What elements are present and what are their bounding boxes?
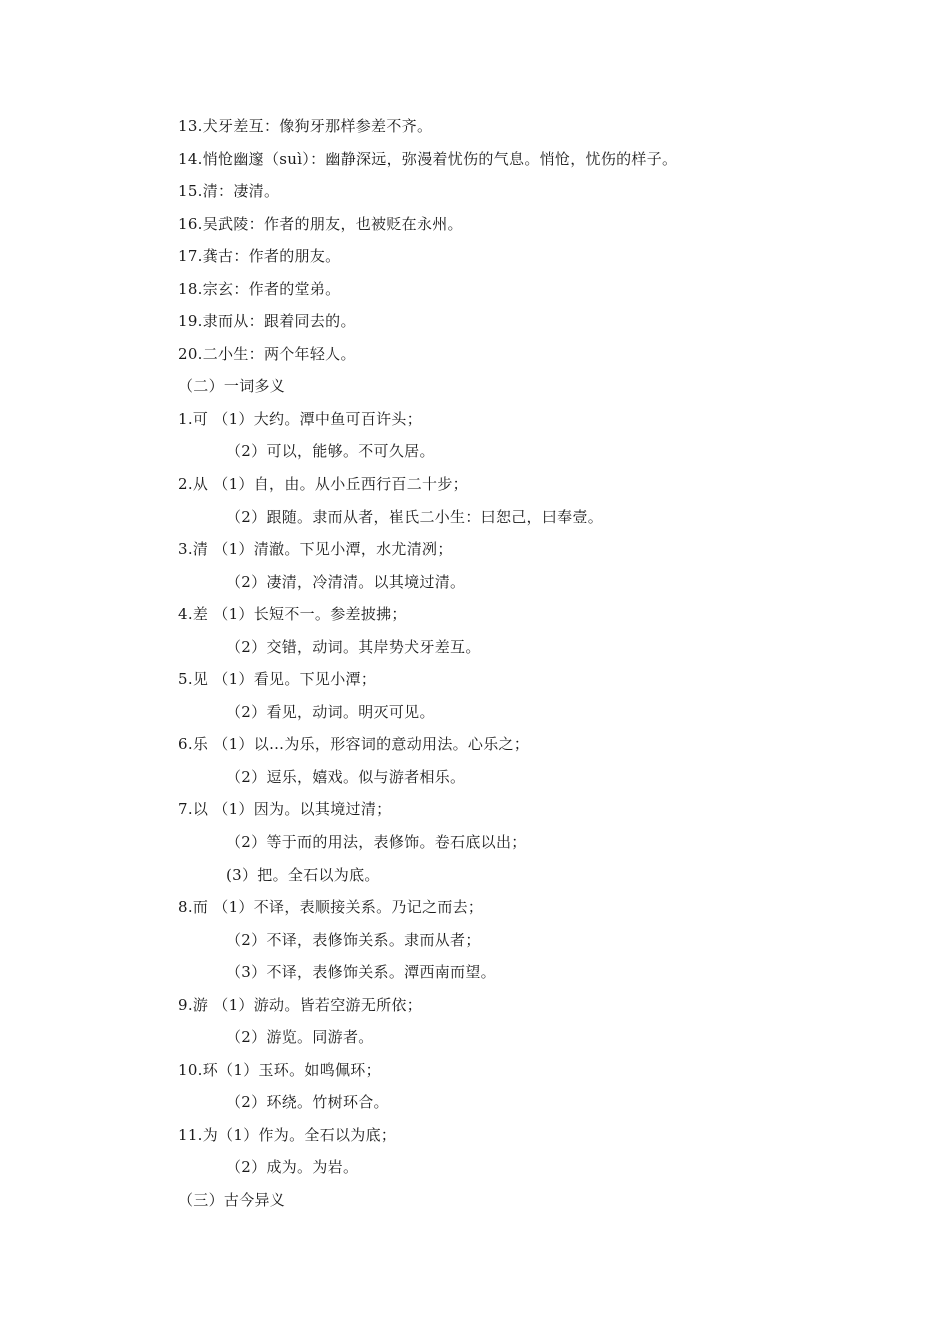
note-16: 16.吴武陵：作者的朋友，也被贬在永州。 (178, 215, 463, 233)
note-15: 15.清：凄清。 (178, 182, 280, 200)
entry-yi-1: 7.以 （1）因为。以其境过清； (178, 800, 392, 818)
entry-cong-2: （2）跟随。隶而从者，崔氏二小生：曰恕己，曰奉壹。 (226, 508, 604, 526)
section-heading-polysemy: （二）一词多义 (178, 377, 286, 395)
entry-huan-2: （2）环绕。竹树环合。 (226, 1093, 389, 1111)
section-heading-ancient-modern: （三）古今异义 (178, 1191, 286, 1209)
note-18: 18.宗玄：作者的堂弟。 (178, 280, 341, 298)
entry-le-1: 6.乐 （1）以…为乐，形容词的意动用法。心乐之； (178, 735, 530, 753)
entry-cong-1: 2.从 （1）自，由。从小丘西行百二十步； (178, 475, 468, 493)
entry-yi-3: (3）把。全石以为底。 (226, 866, 380, 884)
entry-er-2: （2）不译，表修饰关系。隶而从者； (226, 931, 481, 949)
entry-cha-2: （2）交错，动词。其岸势犬牙差互。 (226, 638, 481, 656)
entry-le-2: （2）逗乐，嬉戏。似与游者相乐。 (226, 768, 466, 786)
entry-cha-1: 4.差 （1）长短不一。参差披拂； (178, 605, 407, 623)
entry-you-2: （2）游览。同游者。 (226, 1028, 374, 1046)
entry-huan-1: 10.环（1）玉环。如鸣佩环； (178, 1061, 381, 1079)
entry-er-3: （3）不译，表修饰关系。潭西南而望。 (226, 963, 496, 981)
note-14: 14.悄怆幽邃（suì）：幽静深远，弥漫着忧伤的气息。悄怆，忧伤的样子。 (178, 150, 678, 168)
entry-er-1: 8.而 （1）不译，表顺接关系。乃记之而去； (178, 898, 484, 916)
entry-qing-2: （2）凄清，冷清清。以其境过清。 (226, 573, 466, 591)
note-17: 17.龚古：作者的朋友。 (178, 247, 341, 265)
entry-wei-1: 11.为（1）作为。全石以为底； (178, 1126, 397, 1144)
entry-jian-2: （2）看见，动词。明灭可见。 (226, 703, 435, 721)
entry-ke-2: （2）可以，能够。不可久居。 (226, 442, 435, 460)
entry-jian-1: 5.见 （1）看见。下见小潭； (178, 670, 377, 688)
note-19: 19.隶而从：跟着同去的。 (178, 312, 356, 330)
note-20: 20.二小生：两个年轻人。 (178, 345, 356, 363)
entry-qing-1: 3.清 （1）清澈。下见小潭，水尤清冽； (178, 540, 453, 558)
note-13: 13.犬牙差互：像狗牙那样参差不齐。 (178, 117, 433, 135)
entry-yi-2: （2）等于而的用法，表修饰。卷石底以出； (226, 833, 527, 851)
entry-ke-1: 1.可 （1）大约。潭中鱼可百许头； (178, 410, 423, 428)
entry-wei-2: （2）成为。为岩。 (226, 1158, 359, 1176)
entry-you-1: 9.游 （1）游动。皆若空游无所依； (178, 996, 423, 1014)
